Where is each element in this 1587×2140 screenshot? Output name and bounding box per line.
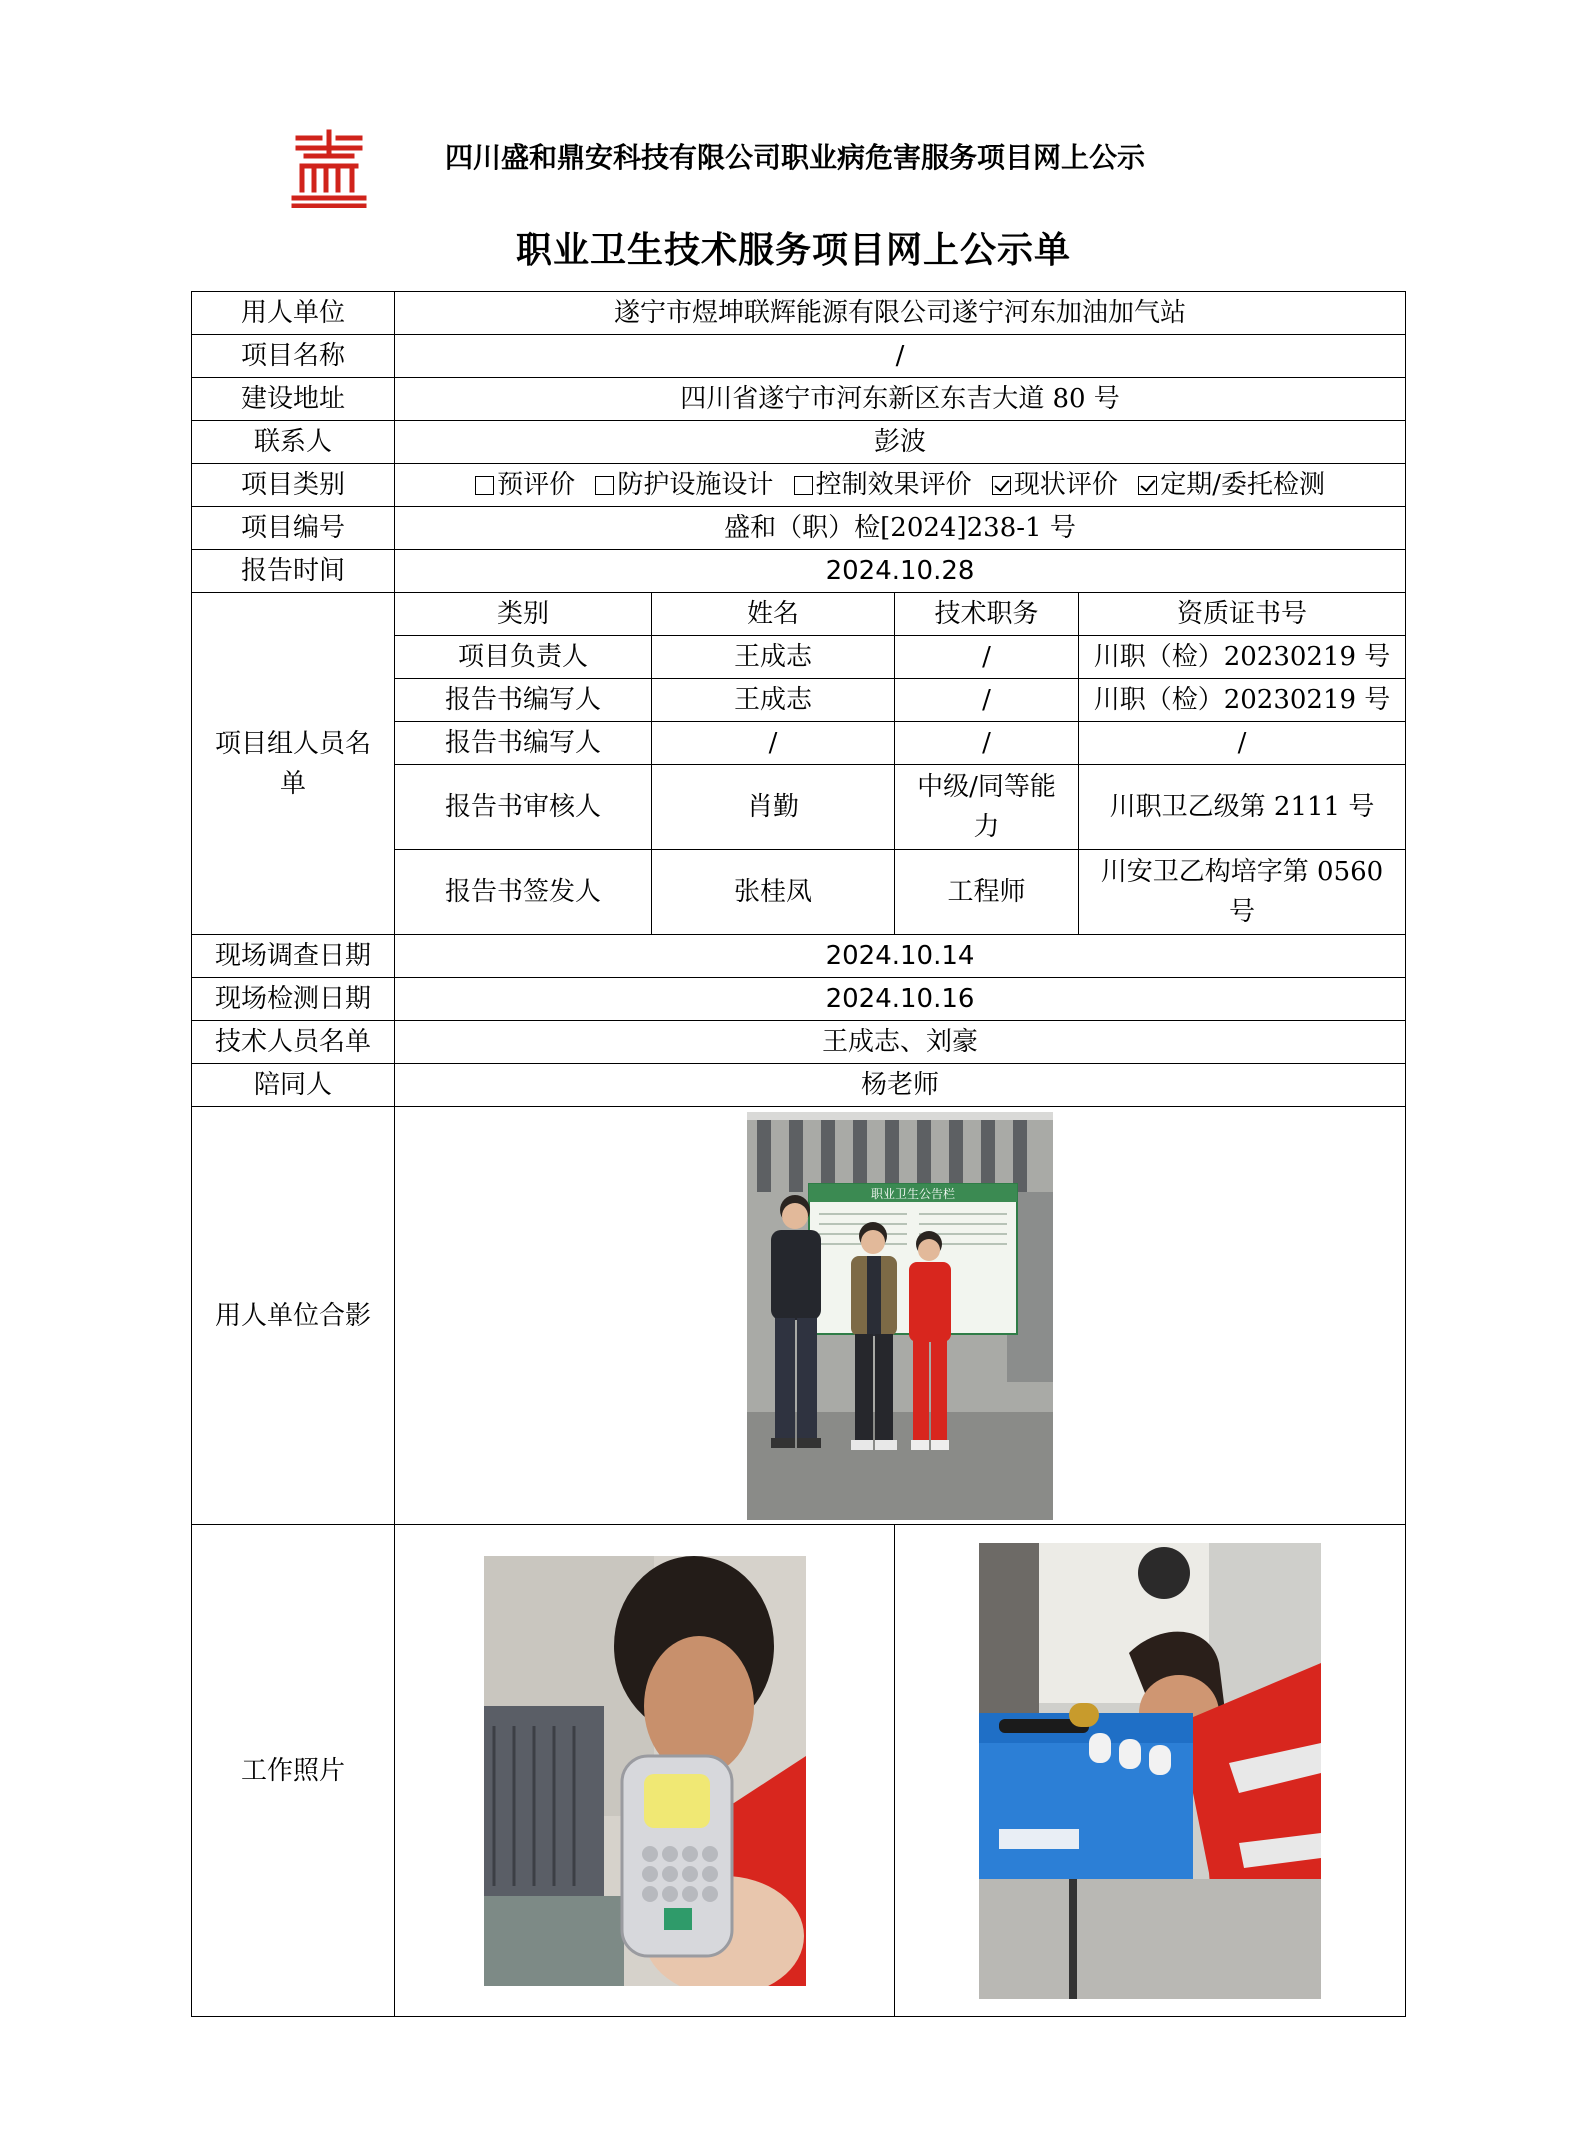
- org-title: 四川盛和鼎安科技有限公司职业病危害服务项目网上公示: [445, 141, 1146, 174]
- team-cell: 川职（检）20230219 号: [1079, 679, 1406, 722]
- team-cell: 项目负责人: [395, 636, 652, 679]
- category-option-pre-eval: 预评价: [475, 470, 575, 500]
- escort-label: 陪同人: [192, 1064, 395, 1107]
- work-photo-noise-meter: [484, 1556, 806, 1986]
- group-photo-cell: [395, 1107, 1406, 1525]
- row-report-date: [192, 550, 1406, 593]
- escort-value: 杨老师: [395, 1064, 1406, 1107]
- category-options: [395, 464, 1406, 507]
- category-label: 项目类别: [192, 464, 395, 507]
- contact-value: 彭波: [395, 421, 1406, 464]
- team-cell: 张桂凤: [652, 850, 895, 935]
- survey-date-label: 现场调查日期: [192, 935, 395, 978]
- group-photo-label: 用人单位合影: [192, 1107, 395, 1525]
- checked-checkbox-icon: [992, 476, 1011, 495]
- project-no-label: 项目编号: [192, 507, 395, 550]
- employer-value: 遂宁市煜坤联辉能源有限公司遂宁河东加油加气站: [395, 292, 1406, 335]
- team-header-cell: 姓名: [652, 593, 895, 636]
- work-photo-dust-sampler: [979, 1543, 1321, 1999]
- row-escort: [192, 1064, 1406, 1107]
- group-photo-image: [747, 1112, 1053, 1520]
- team-cell: /: [895, 636, 1079, 679]
- row-address: [192, 378, 1406, 421]
- technicians-value: 王成志、刘豪: [395, 1021, 1406, 1064]
- team-cell: /: [652, 722, 895, 765]
- contact-label: 联系人: [192, 421, 395, 464]
- team-cell: 中级/同等能力: [895, 765, 1079, 850]
- team-cell: 报告书编写人: [395, 722, 652, 765]
- team-cell: /: [1079, 722, 1406, 765]
- work-photo-cell-1: [395, 1525, 895, 2017]
- category-option-protection-design: 防护设施设计: [595, 470, 773, 500]
- test-date-label: 现场检测日期: [192, 978, 395, 1021]
- survey-date-value: 2024.10.14: [395, 935, 1406, 978]
- team-cell: 王成志: [652, 636, 895, 679]
- checkbox-icon: [595, 476, 614, 495]
- address-value: 四川省遂宁市河东新区东吉大道 80 号: [395, 378, 1406, 421]
- team-cell: 报告书审核人: [395, 765, 652, 850]
- team-header-cell: 类别: [395, 593, 652, 636]
- row-employer: [192, 292, 1406, 335]
- row-technicians: [192, 1021, 1406, 1064]
- category-option-periodic-test: 定期/委托检测: [1138, 470, 1325, 500]
- technicians-label: 技术人员名单: [192, 1021, 395, 1064]
- team-cell: 报告书签发人: [395, 850, 652, 935]
- row-test-date: [192, 978, 1406, 1021]
- team-label: 项目组人员名单: [192, 593, 395, 935]
- report-date-label: 报告时间: [192, 550, 395, 593]
- page-header: [290, 128, 1390, 208]
- checkbox-icon: [475, 476, 494, 495]
- team-cell: 川安卫乙构培字第 0560 号: [1079, 850, 1406, 935]
- document-title: 职业卫生技术服务项目网上公示单: [515, 229, 1071, 271]
- group-photo-board-title: 职业卫生公告栏: [870, 1186, 956, 1201]
- row-category: [192, 464, 1406, 507]
- test-date-value: 2024.10.16: [395, 978, 1406, 1021]
- row-work-photos: [192, 1525, 1406, 2017]
- project-no-value: 盛和（职）检[2024]238-1 号: [395, 507, 1406, 550]
- team-header-cell: 资质证书号: [1079, 593, 1406, 636]
- checkbox-icon: [794, 476, 813, 495]
- team-cell: 川职（检）20230219 号: [1079, 636, 1406, 679]
- team-cell: 王成志: [652, 679, 895, 722]
- team-cell: 肖勤: [652, 765, 895, 850]
- category-option-status-eval: 现状评价: [992, 470, 1118, 500]
- team-cell: 工程师: [895, 850, 1079, 935]
- row-survey-date: [192, 935, 1406, 978]
- category-option-control-effect: 控制效果评价: [794, 470, 972, 500]
- work-photos-label: 工作照片: [192, 1525, 395, 2017]
- team-cell: 报告书编写人: [395, 679, 652, 722]
- team-header-cell: 技术职务: [895, 593, 1079, 636]
- team-header-row: [192, 593, 1406, 636]
- row-project-name: [192, 335, 1406, 378]
- employer-label: 用人单位: [192, 292, 395, 335]
- report-date-value: 2024.10.28: [395, 550, 1406, 593]
- project-name-value: /: [395, 335, 1406, 378]
- team-cell: /: [895, 679, 1079, 722]
- row-group-photo: [192, 1107, 1406, 1525]
- team-cell: /: [895, 722, 1079, 765]
- row-contact: [192, 421, 1406, 464]
- address-label: 建设地址: [192, 378, 395, 421]
- team-cell: 川职卫乙级第 2111 号: [1079, 765, 1406, 850]
- work-photo-cell-2: [895, 1525, 1406, 2017]
- company-logo-icon: [290, 128, 368, 208]
- checked-checkbox-icon: [1138, 476, 1157, 495]
- row-project-no: [192, 507, 1406, 550]
- disclosure-form: [191, 291, 1406, 2017]
- project-name-label: 项目名称: [192, 335, 395, 378]
